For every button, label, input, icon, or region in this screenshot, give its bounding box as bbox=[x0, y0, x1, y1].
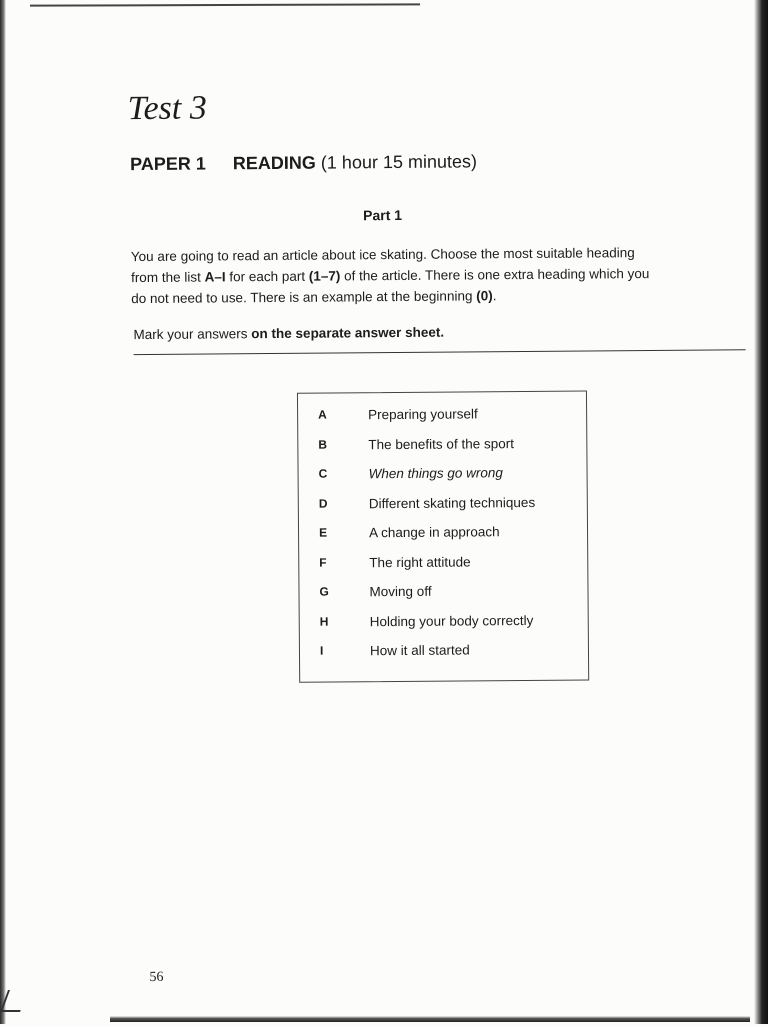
mark-answers-text: Mark your answers bbox=[133, 326, 252, 343]
duration-label: (1 hour 15 minutes) bbox=[320, 151, 478, 173]
heading-option bbox=[299, 553, 587, 585]
option-letter: A bbox=[318, 407, 327, 422]
instructions bbox=[131, 242, 691, 309]
option-text: The right attitude bbox=[369, 553, 471, 570]
instructions-text: You are going to read an article about ice skating. Choose the most suitable heading bbox=[130, 245, 635, 265]
heading-option bbox=[300, 612, 588, 644]
heading-option bbox=[299, 494, 587, 526]
divider-rule bbox=[134, 349, 746, 355]
option-text: Moving off bbox=[369, 583, 432, 600]
option-letter: I bbox=[319, 643, 324, 658]
option-letter: F bbox=[319, 555, 327, 570]
heading-option bbox=[299, 524, 587, 556]
option-text: A change in approach bbox=[368, 524, 500, 541]
headings-list bbox=[298, 392, 588, 674]
instructions-line-3 bbox=[131, 284, 691, 309]
option-text: Preparing yourself bbox=[368, 406, 478, 423]
option-text: How it all started bbox=[369, 642, 470, 659]
instructions-line-2 bbox=[131, 263, 691, 288]
heading-option bbox=[300, 642, 588, 674]
heading-option bbox=[298, 406, 586, 438]
option-text: Different skating techniques bbox=[368, 494, 536, 511]
option-letter: C bbox=[318, 466, 328, 481]
option-text: Holding your body correctly bbox=[369, 612, 534, 629]
part-title: Part 1 bbox=[363, 206, 403, 224]
mark-answers-note bbox=[133, 325, 444, 342]
option-text: When things go wrong bbox=[368, 465, 503, 482]
heading-option bbox=[299, 465, 587, 497]
headings-box bbox=[297, 391, 589, 683]
parts-range: (1–7) bbox=[308, 268, 341, 284]
answer-sheet-note: on the separate answer sheet. bbox=[251, 324, 445, 342]
instructions-text: . bbox=[492, 288, 497, 304]
option-letter: H bbox=[319, 614, 329, 629]
option-letter: E bbox=[318, 525, 328, 540]
paper-label: PAPER 1 bbox=[130, 153, 206, 175]
heading-range: A–I bbox=[204, 269, 226, 285]
heading-option bbox=[298, 435, 586, 467]
test-title: Test 3 bbox=[127, 89, 207, 128]
instructions-text: do not need to use. There is an example at the beginning bbox=[131, 288, 477, 307]
instructions-text: for each part bbox=[225, 268, 309, 285]
option-letter: G bbox=[319, 584, 329, 599]
paper-heading bbox=[130, 151, 477, 175]
example-marker: (0) bbox=[476, 288, 493, 304]
section-label: READING bbox=[232, 152, 316, 174]
instructions-text: of the article. There is one extra heading which you bbox=[340, 266, 650, 284]
page-number: 56 bbox=[149, 969, 164, 985]
option-text: The benefits of the sport bbox=[368, 435, 514, 452]
option-letter: D bbox=[318, 496, 328, 511]
option-letter: B bbox=[318, 437, 328, 452]
instructions-text: from the list bbox=[130, 269, 205, 286]
heading-option bbox=[299, 583, 587, 615]
